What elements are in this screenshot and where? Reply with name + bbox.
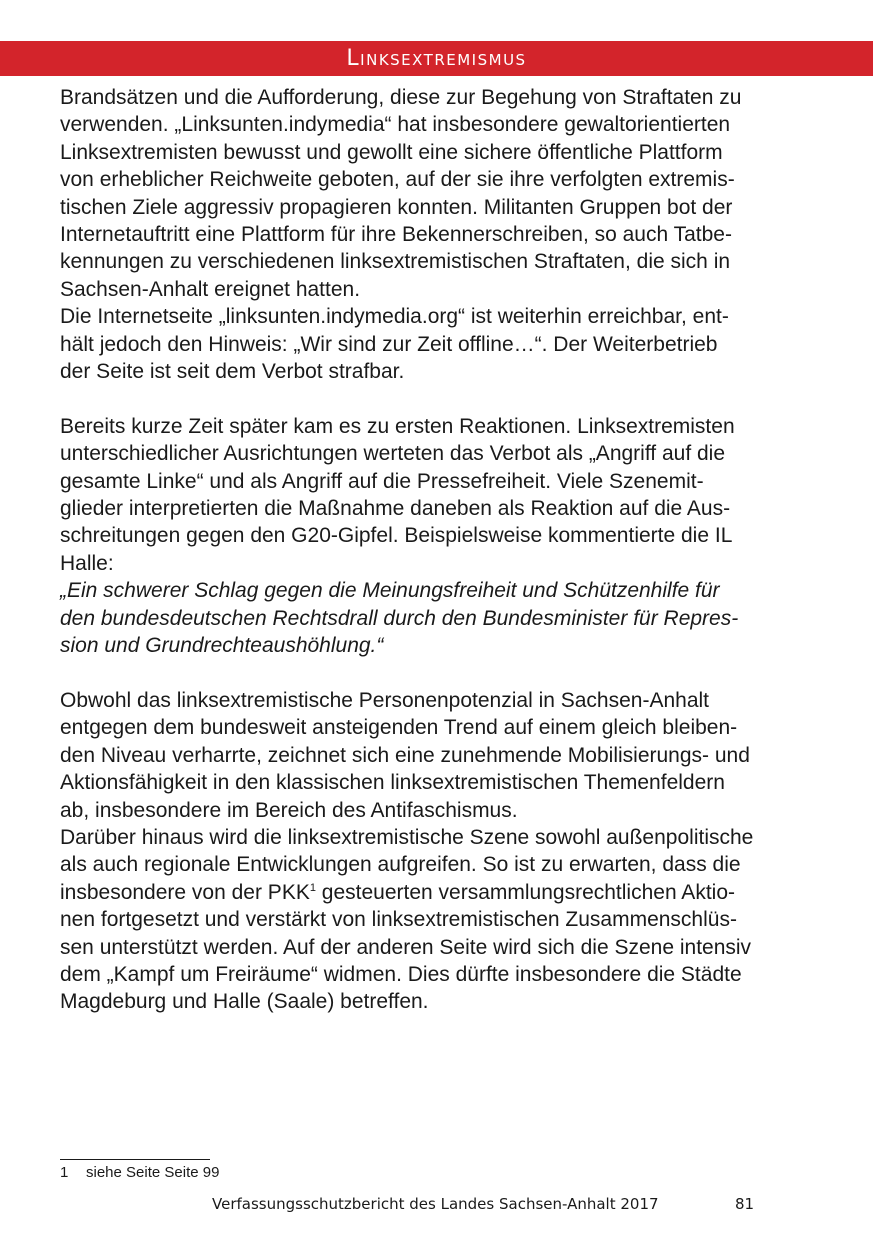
body-text: [60, 84, 820, 1016]
text-line: Linksextremisten bewusst und gewollt eine sichere öffentliche Plattform: [60, 140, 723, 164]
text-segment: insbesondere von der PKK: [60, 880, 310, 904]
text-line: Bereits kurze Zeit später kam es zu ersten Reaktionen. Linksextremisten: [60, 414, 735, 438]
text-line: kennungen zu verschiedenen linksextremistischen Straftaten, die sich in: [60, 250, 731, 274]
footnote: [60, 1164, 219, 1181]
text-line: Darüber hinaus wird die linksextremistische Szene sowohl außenpolitische: [60, 825, 754, 849]
footnote-divider: [60, 1159, 210, 1160]
text-line: Magdeburg und Halle (Saale) betreffen.: [60, 990, 429, 1014]
text-line: den Niveau verharrte, zeichnet sich eine zunehmende Mobilisierungs- und: [60, 743, 750, 767]
text-line: dem „Kampf um Freiräume“ widmen. Dies dürfte insbesondere die Städte: [60, 962, 742, 986]
text-line: Aktionsfähigkeit in den klassischen linksextremistischen Themenfeldern: [60, 771, 725, 795]
text-line: ab, insbesondere im Bereich des Antifaschismus.: [60, 798, 518, 822]
text-line: nen fortgesetzt und verstärkt von linksextremistischen Zusammenschlüs-: [60, 908, 737, 932]
text-line: gesamte Linke“ und als Angriff auf die Pressefreiheit. Viele Szenemit-: [60, 469, 704, 493]
paragraph: [60, 84, 820, 303]
text-line: der Seite ist seit dem Verbot strafbar.: [60, 360, 405, 384]
page-number: 81: [735, 1195, 755, 1213]
text-line: Sachsen-Anhalt ereignet hatten.: [60, 277, 361, 301]
text-line: schreitungen gegen den G20-Gipfel. Beispielsweise kommentierte die IL: [60, 524, 733, 548]
text-segment: gesteuerten versammlungsrechtlichen Aktio-: [315, 880, 735, 904]
footnote-text: siehe Seite Seite 99: [86, 1164, 220, 1181]
quote: [60, 577, 820, 659]
text-line: Halle:: [60, 551, 114, 575]
paragraph: [60, 413, 820, 577]
text-line: entgegen dem bundesweit ansteigenden Trend auf einem gleich bleiben-: [60, 716, 738, 740]
footer-title: Verfassungsschutzbericht des Landes Sachsen-Anhalt 2017: [212, 1195, 659, 1213]
text-line: hält jedoch den Hinweis: „Wir sind zur Zeit offline…“. Der Weiterbetrieb: [60, 332, 718, 356]
section-header-bar: [0, 41, 873, 76]
footnote-number: 1: [60, 1164, 69, 1181]
text-line: sen unterstützt werden. Auf der anderen Seite wird sich die Szene intensiv: [60, 935, 752, 959]
text-line: von erheblicher Reichweite geboten, auf der sie ihre verfolgten extremis-: [60, 168, 735, 192]
text-line: verwenden. „Linksunten.indymedia“ hat insbesondere gewaltorientierten: [60, 113, 731, 137]
text-line: unterschiedlicher Ausrichtungen werteten das Verbot als „Angriff auf die: [60, 442, 726, 466]
text-line: Die Internetseite „linksunten.indymedia.org“ ist weiterhin erreichbar, ent-: [60, 305, 729, 329]
paragraph-spacer: [60, 660, 820, 687]
text-line: als auch regionale Entwicklungen aufgreifen. So ist zu erwarten, dass die: [60, 853, 741, 877]
quote-line: „Ein schwerer Schlag gegen die Meinungsfreiheit und Schützenhilfe für: [60, 579, 720, 603]
paragraph-spacer: [60, 385, 820, 412]
text-line: Internetauftritt eine Plattform für ihre Bekennerschreiben, so auch Tatbe-: [60, 223, 732, 247]
footnote-reference[interactable]: 1: [309, 881, 316, 894]
paragraph: [60, 824, 820, 1016]
text-line-with-footnote: [60, 879, 820, 906]
paragraph: [60, 303, 820, 385]
section-title: Linksextremismus: [346, 46, 527, 71]
paragraph: [60, 687, 820, 824]
text-line: Obwohl das linksextremistische Personenpotenzial in Sachsen-Anhalt: [60, 688, 710, 712]
text-line: glieder interpretierten die Maßnahme daneben als Reaktion auf die Aus-: [60, 497, 731, 521]
text-line: Brandsätzen und die Aufforderung, diese zur Begehung von Straftaten zu: [60, 86, 742, 109]
quote-line: sion und Grundrechteaushöhlung.“: [60, 634, 384, 658]
text-line: tischen Ziele aggressiv propagieren konnten. Militanten Gruppen bot der: [60, 195, 733, 219]
quote-line: den bundesdeutschen Rechtsdrall durch den Bundesminister für Repres-: [60, 606, 739, 630]
